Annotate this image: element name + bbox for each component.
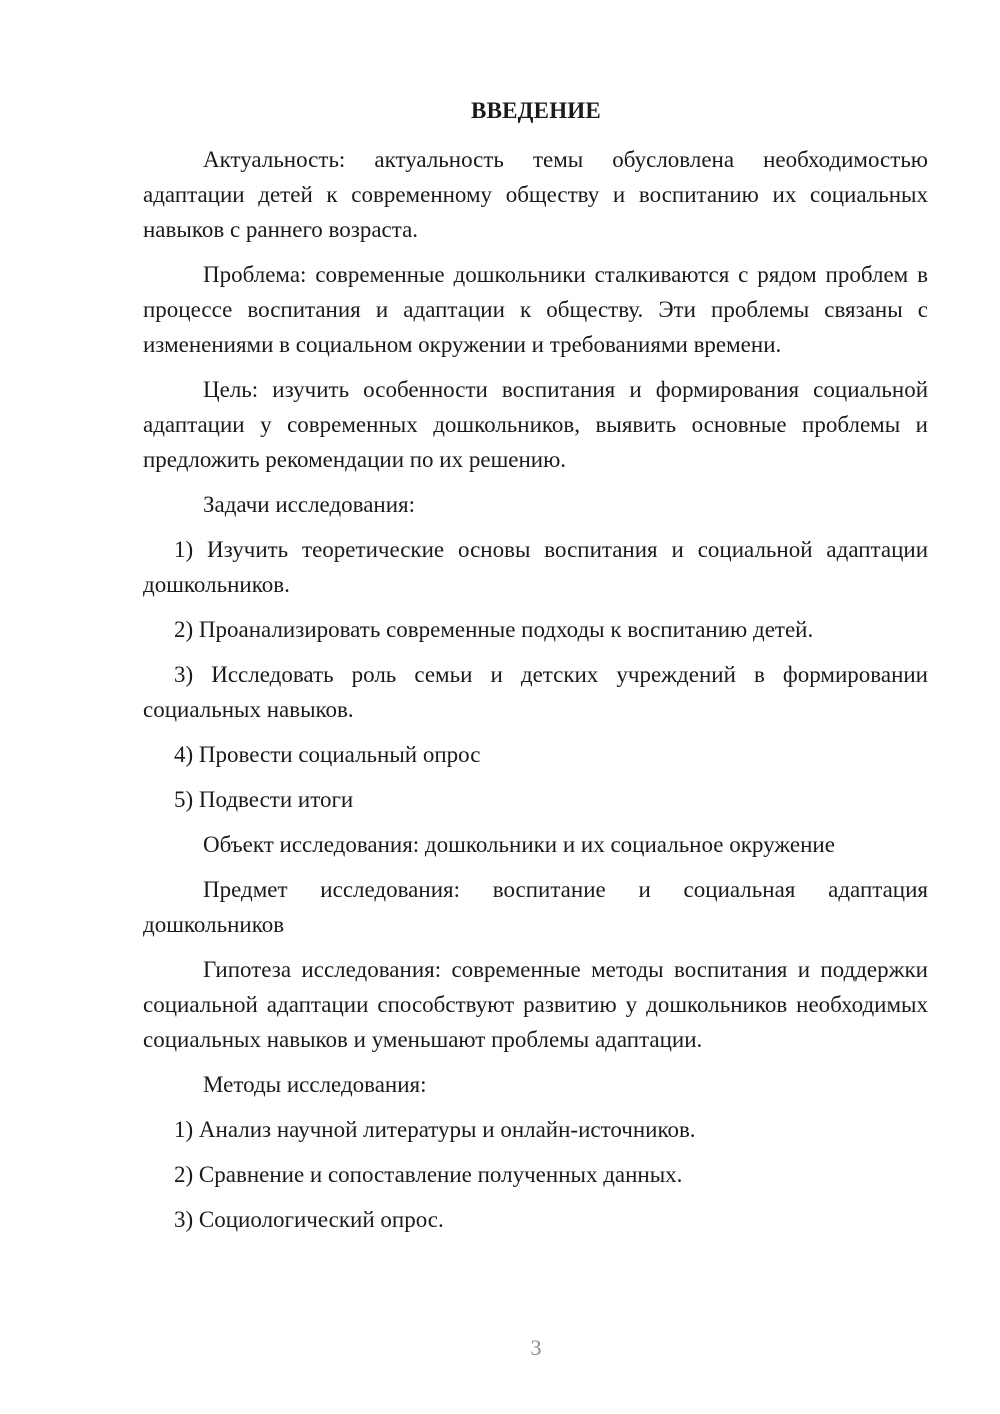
task-item-4: 4) Провести социальный опрос xyxy=(174,742,481,767)
task-item-3: 3) Исследовать роль семьи и детских учреждений в формировании социальных навыков. xyxy=(143,662,928,722)
method-item-2: 2) Сравнение и сопоставление полученных данных. xyxy=(174,1162,683,1187)
task-item-1: 1) Изучить теоретические основы воспитания и социальной адаптации дошкольников. xyxy=(143,537,928,597)
problem-paragraph: Проблема: современные дошкольники сталкиваются с рядом проблем в процессе воспитания и адаптации к обществу. Эти проблемы связаны с изменениями в социальном окружении и требованиями времени. xyxy=(143,262,928,357)
page-title: ВВЕДЕНИЕ xyxy=(471,98,601,123)
task-item-2: 2) Проанализировать современные подходы к воспитанию детей. xyxy=(174,617,814,642)
tasks-heading: Задачи исследования: xyxy=(203,492,416,517)
relevance-paragraph: Актуальность: актуальность темы обусловлена необходимостью адаптации детей к современному обществу и воспитанию их социальных навыков с раннего возраста. xyxy=(143,147,928,242)
method-item-1: 1) Анализ научной литературы и онлайн-источников. xyxy=(174,1117,696,1142)
goal-paragraph: Цель: изучить особенности воспитания и формирования социальной адаптации у современных дошкольников, выявить основные проблемы и предложить рекомендации по их решению. xyxy=(143,377,928,472)
methods-heading: Методы исследования: xyxy=(203,1072,427,1097)
hypothesis-paragraph: Гипотеза исследования: современные методы воспитания и поддержки социальной адаптации способствуют развитию у дошкольников необходимых социальных навыков и уменьшают проблемы адаптации. xyxy=(143,957,928,1052)
subject-paragraph: Предмет исследования: воспитание и социальная адаптация дошкольников xyxy=(143,877,928,937)
page-number: 3 xyxy=(530,1335,542,1360)
task-item-5: 5) Подвести итоги xyxy=(174,787,354,812)
object-paragraph: Объект исследования: дошкольники и их социальное окружение xyxy=(203,832,835,857)
method-item-3: 3) Социологический опрос. xyxy=(174,1207,444,1232)
document-body xyxy=(143,142,928,1237)
